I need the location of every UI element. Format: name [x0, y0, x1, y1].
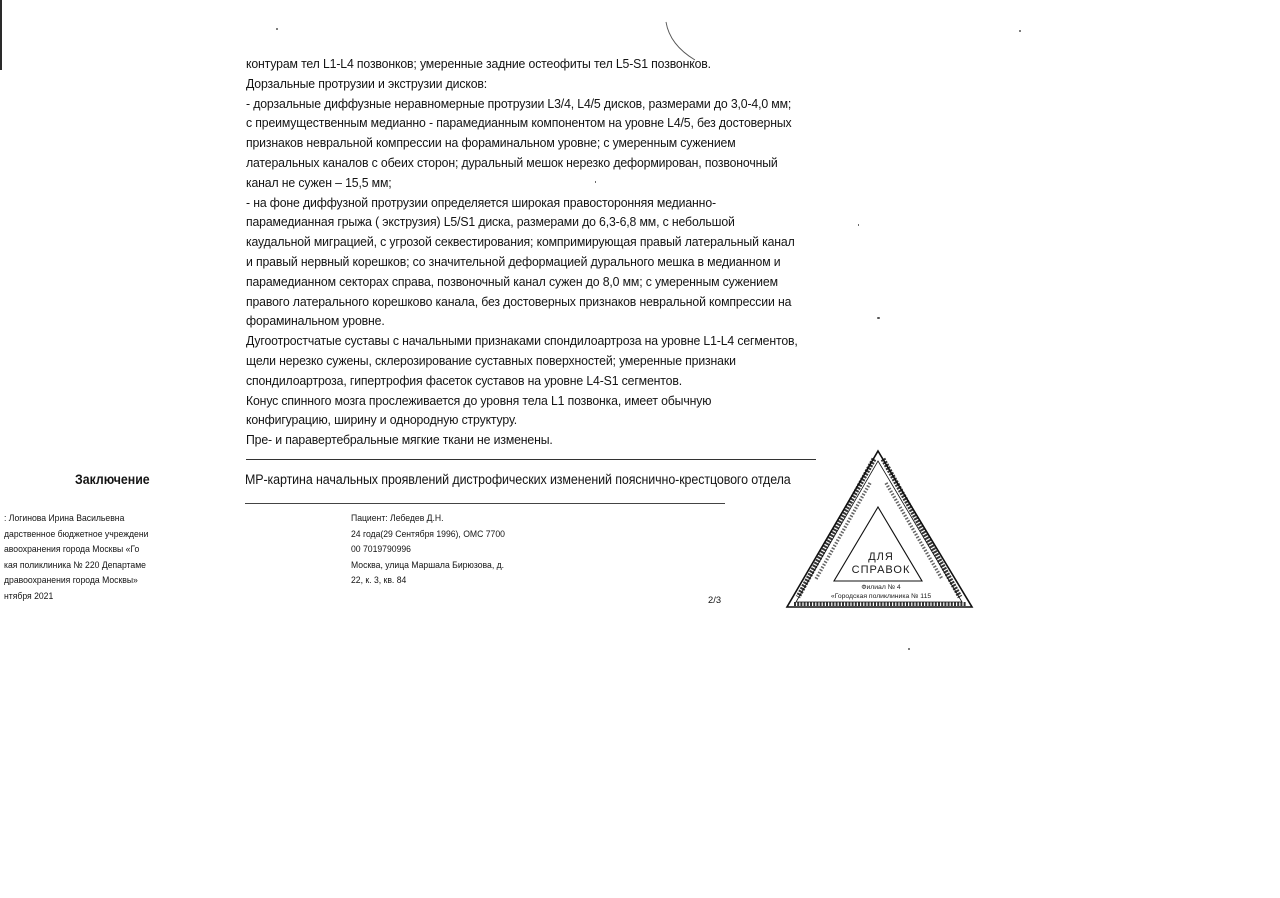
scan-speck: [1019, 30, 1021, 32]
stamp-word-line: ДЛЯ: [868, 551, 894, 563]
patient-info-line: 24 года(29 Сентября 1996), ОМС 7700: [351, 527, 505, 539]
doctor-info-line: авоохранения города Москвы «Го: [4, 543, 140, 555]
findings-line: латеральных каналов с обеих сторон; дуральный мешок нерезко деформирован, позвоночный: [246, 154, 778, 170]
patient-info-line: Пациент: Лебедев Д.Н.: [351, 512, 444, 523]
patient-info-line: 22, к. 3, кв. 84: [351, 574, 407, 586]
findings-line: Пре- и паравертебральные мягкие ткани не изменены.: [246, 432, 553, 448]
findings-line: - на фоне диффузной протрузии определяется широкая правосторонняя медианно-: [246, 194, 716, 210]
doctor-info-line: : Логинова Ирина Васильевна: [4, 512, 125, 523]
conclusion-text: МР-картина начальных проявлений дистрофических изменений пояснично-крестцового отдела: [245, 472, 791, 487]
scan-speck: [858, 224, 859, 226]
findings-line: канал не сужен – 15,5 мм;: [246, 174, 392, 190]
doctor-info-line: дравоохранения города Москвы»: [4, 574, 138, 586]
findings-line: признаков невральной компрессии на фораминальном уровне; с умеренным сужением: [246, 135, 736, 151]
stamp-word-line: СПРАВОК: [851, 564, 911, 576]
findings-line: Конус спинного мозга прослеживается до уровня тела L1 позвонка, имеет обычную: [246, 392, 712, 408]
scan-speck: [276, 28, 278, 30]
conclusion-label: Заключение: [75, 472, 150, 487]
findings-text: [246, 54, 798, 450]
findings-line: контурам тел L1-L4 позвонков; умеренные задние остеофиты тел L5-S1 позвонков.: [246, 56, 711, 71]
findings-line: спондилоартроза, гипертрофия фасеток суставов на уровне L4-S1 сегментов.: [246, 372, 682, 388]
doctor-info-line: кая поликлиника № 220 Департаме: [4, 558, 146, 570]
stamp-caption: [836, 551, 926, 577]
findings-line: конфигурацию, ширину и однородную структуру.: [246, 412, 517, 428]
findings-line: Дугоотростчатые суставы с начальными признаками спондилоартроза на уровне L1-L4 сегментов,: [246, 333, 798, 349]
findings-line: фораминальном уровне.: [246, 313, 385, 329]
footer-divider: [245, 503, 725, 504]
findings-line: и правый нервный корешков; со значительной деформацией дурального мешка в медианном и: [246, 253, 781, 269]
doctor-info-line: нтября 2021: [4, 589, 54, 601]
scan-edge: [0, 0, 2, 70]
section-divider: [246, 459, 816, 460]
findings-line: парамедианном секторах справа, позвоночный канал сужен до 8,0 мм; с умеренным сужением: [246, 273, 778, 289]
scan-speck: [908, 648, 910, 650]
findings-line: щели нерезко сужены, склерозирование суставных поверхностей; умеренные признаки: [246, 352, 736, 368]
patient-info-line: Москва, улица Маршала Бирюзова, д.: [351, 558, 505, 570]
doctor-info: [4, 510, 148, 604]
findings-line: каудальной миграцией, с угрозой секвестирования; компримирующая правый латеральный канал: [246, 234, 795, 250]
findings-line: Дорзальные протрузии и экструзии дисков:: [246, 75, 488, 91]
findings-line: - дорзальные диффузные неравномерные протрузии L3/4, L4/5 дисков, размерами до 3,0-4,0 мм;: [246, 95, 792, 111]
stamp-bottom-line: «Городская поликлиника № 115: [830, 593, 932, 600]
scan-speck: [595, 181, 596, 183]
findings-line: с преимущественным медианно - парамедианным компонентом на уровне L4/5, без достоверных: [246, 115, 792, 131]
stamp-bottom-line: Филиал № 4: [861, 584, 901, 591]
stamp-bottom-text: [806, 583, 956, 601]
patient-info-line: 00 7019790996: [351, 543, 411, 555]
scan-speck: [877, 317, 880, 319]
page-number: 2/3: [708, 594, 722, 605]
findings-line: правого латерального корешково канала, без достоверных признаков невральной компрессии на: [246, 293, 792, 309]
patient-info: [351, 510, 505, 588]
findings-line: парамедианная грыжа ( экструзия) L5/S1 диска, размерами до 6,3-6,8 мм, с небольшой: [246, 214, 735, 230]
doctor-info-line: дарственное бюджетное учреждени: [4, 527, 149, 539]
